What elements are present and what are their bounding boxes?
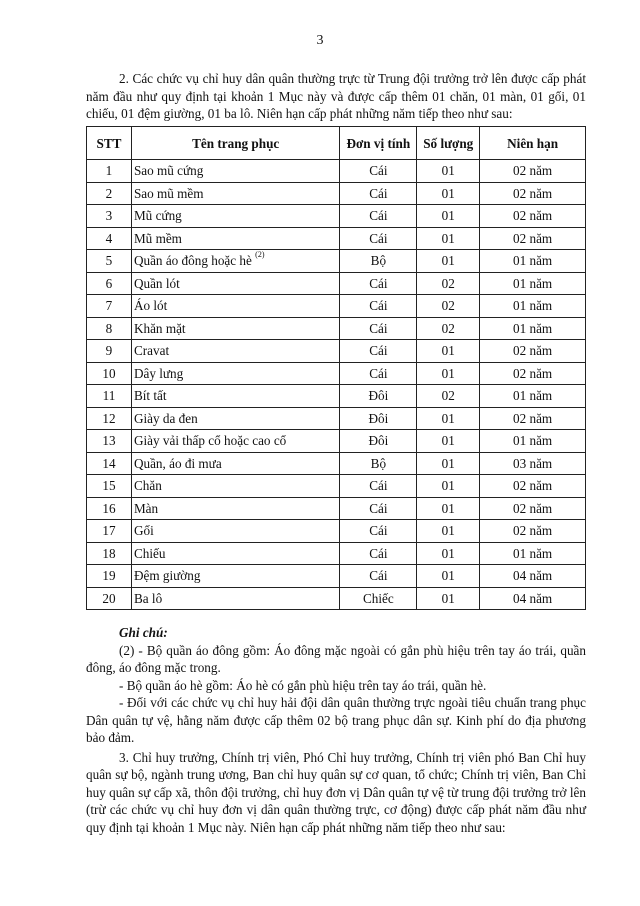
row-qty: 01 xyxy=(417,182,480,205)
row-name: Quần áo đông hoặc hè $^{(2)}$ xyxy=(131,250,339,273)
row-term: 02 năm xyxy=(480,475,586,498)
row-stt: 12 xyxy=(87,407,132,430)
row-stt: 19 xyxy=(87,565,132,588)
table-row xyxy=(87,430,586,453)
row-qty: 01 xyxy=(417,362,480,385)
row-name: Gối xyxy=(131,520,339,543)
row-qty: 01 xyxy=(417,520,480,543)
row-unit: Cái xyxy=(340,542,417,565)
row-term: 02 năm xyxy=(480,182,586,205)
row-term: 03 năm xyxy=(480,452,586,475)
row-stt: 13 xyxy=(87,430,132,453)
row-qty: 01 xyxy=(417,587,480,610)
row-stt: 14 xyxy=(87,452,132,475)
header-term: Niên hạn xyxy=(480,127,586,160)
row-stt: 16 xyxy=(87,497,132,520)
row-term: 01 năm xyxy=(480,317,586,340)
row-term: 01 năm xyxy=(480,295,586,318)
table-row xyxy=(87,475,586,498)
table-row xyxy=(87,160,586,183)
row-stt: 7 xyxy=(87,295,132,318)
table-row xyxy=(87,182,586,205)
note-item: (2) - Bộ quần áo đông gồm: Áo đông mặc ngoài có gắn phù hiệu trên tay áo trái, quần đông, áo đông mặc trong. xyxy=(86,642,586,675)
row-stt: 10 xyxy=(87,362,132,385)
page-number: 3 xyxy=(316,33,324,48)
row-unit: Cái xyxy=(340,227,417,250)
table-row xyxy=(87,565,586,588)
row-term: 01 năm xyxy=(480,542,586,565)
row-qty: 01 xyxy=(417,565,480,588)
row-name: Chăn xyxy=(131,475,339,498)
table-row xyxy=(87,362,586,385)
row-term: 02 năm xyxy=(480,205,586,228)
table-row xyxy=(87,205,586,228)
row-unit: Cái xyxy=(340,565,417,588)
row-stt: 3 xyxy=(87,205,132,228)
row-stt: 15 xyxy=(87,475,132,498)
row-qty: 02 xyxy=(417,317,480,340)
row-name: Bít tất xyxy=(131,385,339,408)
row-unit: Cái xyxy=(340,205,417,228)
row-qty: 01 xyxy=(417,407,480,430)
row-qty: 01 xyxy=(417,250,480,273)
row-qty: 01 xyxy=(417,430,480,453)
header-unit: Đơn vị tính xyxy=(340,127,417,160)
row-unit: Cái xyxy=(340,295,417,318)
row-unit: Đôi xyxy=(340,385,417,408)
notes-section xyxy=(86,624,586,836)
uniform-table xyxy=(86,126,586,610)
row-term: 02 năm xyxy=(480,407,586,430)
row-qty: 01 xyxy=(417,542,480,565)
table-row xyxy=(87,407,586,430)
table-row xyxy=(87,587,586,610)
row-stt: 11 xyxy=(87,385,132,408)
row-qty: 01 xyxy=(417,475,480,498)
row-unit: Cái xyxy=(340,317,417,340)
row-unit: Bộ xyxy=(340,452,417,475)
row-term: 02 năm xyxy=(480,362,586,385)
table-header-row xyxy=(87,127,586,160)
row-name: Quần lót xyxy=(131,272,339,295)
row-name: Sao mũ mềm xyxy=(131,182,339,205)
row-unit: Cái xyxy=(340,475,417,498)
row-name: Chiếu xyxy=(131,542,339,565)
table-row xyxy=(87,250,586,273)
row-name: Giày da đen xyxy=(131,407,339,430)
row-term: 02 năm xyxy=(480,520,586,543)
table-row xyxy=(87,340,586,363)
row-term: 01 năm xyxy=(480,272,586,295)
row-name: Sao mũ cứng xyxy=(131,160,339,183)
row-unit: Cái xyxy=(340,340,417,363)
row-qty: 01 xyxy=(417,340,480,363)
intro-paragraph: 2. Các chức vụ chỉ huy dân quân thường trực từ Trung đội trưởng trở lên được cấp phát năm đầu như quy định tại khoản 1 Mục này và được cấp thêm 01 chăn, 01 màn, 01 gối, 01 chiếu, 01 đệm giường, 01 ba lô. Niên hạn cấp phát những năm tiếp theo như sau: xyxy=(86,71,586,121)
row-name: Mũ mềm xyxy=(131,227,339,250)
row-name: Áo lót xyxy=(131,295,339,318)
row-name: Đệm giường xyxy=(131,565,339,588)
header-name: Tên trang phục xyxy=(131,127,339,160)
row-stt: 8 xyxy=(87,317,132,340)
row-name: Màn xyxy=(131,497,339,520)
row-name: Dây lưng xyxy=(131,362,339,385)
row-stt: 5 xyxy=(87,250,132,273)
row-stt: 18 xyxy=(87,542,132,565)
row-unit: Chiếc xyxy=(340,587,417,610)
row-stt: 17 xyxy=(87,520,132,543)
row-unit: Bộ xyxy=(340,250,417,273)
note-item: - Đối với các chức vụ chỉ huy hải đội dân quân thường trực ngoài tiêu chuẩn trang phục Dân quân tự vệ, hằng năm được cấp thêm 02 bộ trang phục dân sự. Kinh phí do địa phương bảo đảm. xyxy=(86,695,586,745)
table-row xyxy=(87,385,586,408)
row-term: 01 năm xyxy=(480,430,586,453)
row-term: 02 năm xyxy=(480,340,586,363)
table-row xyxy=(87,520,586,543)
table-row xyxy=(87,272,586,295)
row-unit: Cái xyxy=(340,272,417,295)
row-qty: 01 xyxy=(417,160,480,183)
row-stt: 2 xyxy=(87,182,132,205)
row-term: 04 năm xyxy=(480,565,586,588)
table-row xyxy=(87,317,586,340)
row-qty: 01 xyxy=(417,227,480,250)
row-term: 04 năm xyxy=(480,587,586,610)
note-item: - Bộ quần áo hè gồm: Áo hè có gắn phù hiệu trên tay áo trái, quần hè. xyxy=(119,677,487,693)
paragraph-3: 3. Chỉ huy trưởng, Chính trị viên, Phó Chỉ huy trưởng, Chính trị viên phó Ban Chỉ huy quân sự bộ, ngành trung ương, Ban chỉ huy quân sự cơ quan, tổ chức; Chính trị viên, Ban Chỉ huy quân sự cấp xã, thôn đội trưởng, chỉ huy đơn vị Dân quân tự vệ từ trung đội trưởng trở lên (trừ các chức vụ chỉ huy đơn vị dân quân thường trực, cơ động) được cấp phát năm đầu như quy định tại khoản 1 Mục này. Niên hạn cấp phát những năm tiếp theo như sau: xyxy=(86,749,586,835)
row-term: 02 năm xyxy=(480,160,586,183)
row-unit: Đôi xyxy=(340,407,417,430)
row-unit: Cái xyxy=(340,160,417,183)
row-qty: 02 xyxy=(417,385,480,408)
row-qty: 01 xyxy=(417,452,480,475)
row-name: Mũ cứng xyxy=(131,205,339,228)
row-term: 02 năm xyxy=(480,227,586,250)
table-row xyxy=(87,497,586,520)
row-qty: 01 xyxy=(417,205,480,228)
row-stt: 4 xyxy=(87,227,132,250)
row-term: 02 năm xyxy=(480,497,586,520)
row-name: Cravat xyxy=(131,340,339,363)
footnote-marker: (2) xyxy=(255,250,265,260)
row-unit: Cái xyxy=(340,497,417,520)
row-name: Ba lô xyxy=(131,587,339,610)
table-row xyxy=(87,452,586,475)
header-stt: STT xyxy=(87,127,132,160)
table-row xyxy=(87,295,586,318)
row-stt: 6 xyxy=(87,272,132,295)
row-term: 01 năm xyxy=(480,250,586,273)
row-stt: 1 xyxy=(87,160,132,183)
table-row xyxy=(87,542,586,565)
row-stt: 9 xyxy=(87,340,132,363)
row-qty: 02 xyxy=(417,272,480,295)
row-unit: Cái xyxy=(340,362,417,385)
header-qty: Số lượng xyxy=(417,127,480,160)
row-unit: Cái xyxy=(340,182,417,205)
row-qty: 02 xyxy=(417,295,480,318)
row-qty: 01 xyxy=(417,497,480,520)
row-term: 01 năm xyxy=(480,385,586,408)
row-name: Quần, áo đi mưa xyxy=(131,452,339,475)
row-name: Giày vải thấp cổ hoặc cao cổ xyxy=(131,430,339,453)
row-unit: Đôi xyxy=(340,430,417,453)
row-name: Khăn mặt xyxy=(131,317,339,340)
table-row xyxy=(87,227,586,250)
notes-title: Ghi chú: xyxy=(119,625,168,640)
row-stt: 20 xyxy=(87,587,132,610)
row-unit: Cái xyxy=(340,520,417,543)
